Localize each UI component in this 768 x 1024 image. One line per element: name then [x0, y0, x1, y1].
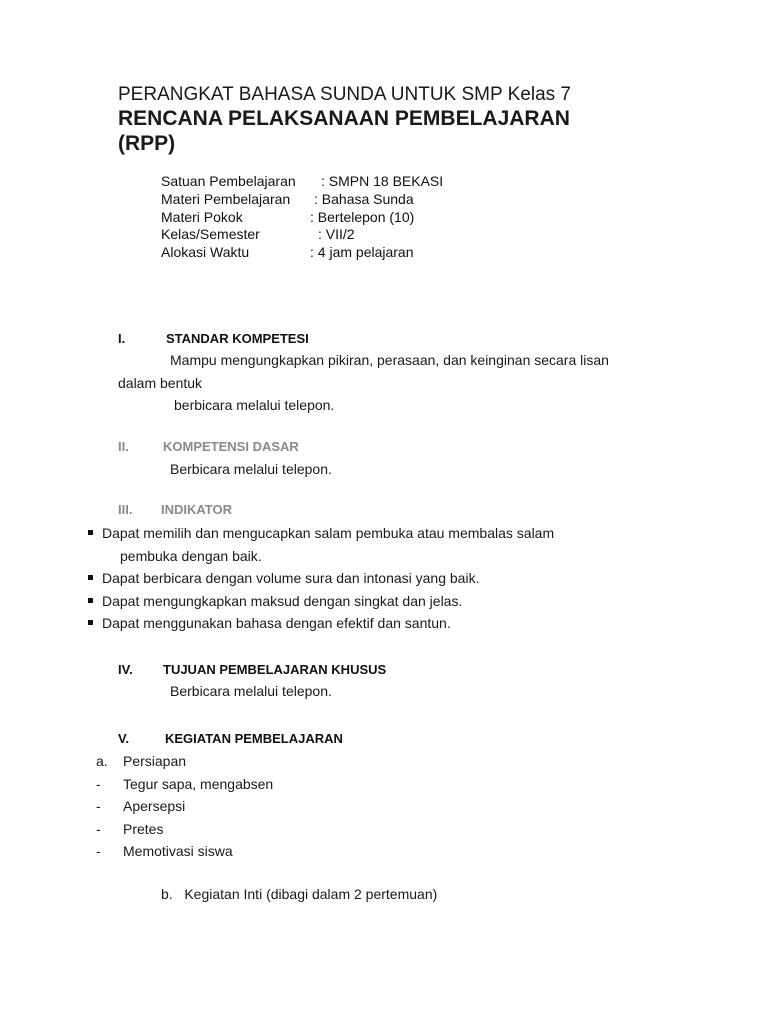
meta-row — [161, 209, 491, 227]
list-marker: - — [96, 843, 101, 859]
document-supertitle: PERANGKAT BAHASA SUNDA UNTUK SMP Kelas 7 — [118, 84, 571, 105]
bullet-icon — [88, 620, 93, 625]
paragraph-line: Berbicara melalui telepon. — [170, 461, 332, 477]
indicator-list — [86, 522, 554, 635]
paragraph-line: berbicara melalui telepon. — [174, 397, 335, 413]
bullet-icon — [88, 598, 93, 603]
list-item — [96, 795, 416, 818]
meta-value: : 4 jam pelajaran — [310, 244, 414, 261]
list-item-text: Dapat memilih dan mengucapkan salam pembuka atau membalas salam — [102, 525, 555, 541]
activity-list — [96, 750, 416, 863]
section-heading-indikator — [118, 502, 418, 520]
meta-row — [161, 173, 491, 191]
list-item — [86, 590, 554, 613]
document-title: RENCANA PELAKSANAAN PEMBELAJARAN — [118, 107, 570, 130]
section-title: KEGIATAN PEMBELAJARAN — [165, 731, 343, 746]
list-item-text: Persiapan — [123, 753, 187, 769]
list-item — [86, 567, 554, 590]
section-number: III. — [118, 502, 133, 517]
list-marker: - — [96, 820, 101, 837]
bullet-icon — [88, 575, 93, 580]
list-marker: - — [96, 798, 101, 814]
list-item — [86, 522, 554, 545]
list-item — [96, 750, 416, 773]
section-heading-standar-kompetensi — [118, 331, 418, 349]
paragraph-line: Berbicara melalui telepon. — [170, 683, 332, 699]
meta-row — [161, 244, 491, 262]
list-item — [96, 840, 416, 863]
list-item-text: Dapat mengungkapkan maksud dengan singkat dan jelas. — [102, 592, 463, 609]
meta-value: : SMPN 18 BEKASI — [321, 173, 444, 189]
list-item — [96, 818, 416, 841]
list-marker: - — [96, 775, 101, 792]
list-item — [86, 612, 554, 635]
section-number: II. — [118, 439, 129, 454]
section-title: KOMPETENSI DASAR — [163, 439, 299, 454]
section-heading-kompetensi-dasar — [118, 439, 418, 457]
meta-label: Kelas/Semester — [161, 226, 260, 243]
meta-row — [161, 226, 491, 244]
bullet-icon — [88, 530, 93, 535]
section-number: I. — [118, 331, 126, 346]
meta-label: Satuan Pembelajaran — [161, 173, 296, 189]
list-item-text: Dapat menggunakan bahasa dengan efektif dan santun. — [102, 615, 451, 631]
meta-value: : Bertelepon (10) — [310, 208, 415, 225]
section-title: INDIKATOR — [161, 502, 233, 517]
section-heading-tujuan — [118, 662, 438, 680]
list-item-continuation: pembuka dengan baik. — [120, 547, 262, 564]
section-title: TUJUAN PEMBELAJARAN KHUSUS — [163, 662, 387, 677]
list-item-text: Apersepsi — [123, 798, 186, 814]
meta-label: Alokasi Waktu — [161, 244, 250, 261]
document-title-abbrev: (RPP) — [118, 132, 176, 155]
meta-value: : VII/2 — [318, 226, 355, 243]
paragraph-line: Mampu mengungkapkan pikiran, perasaan, dan keinginan secara lisan — [170, 352, 609, 368]
list-marker: a. — [96, 753, 108, 769]
identity-table — [161, 173, 491, 262]
meta-value: : Bahasa Sunda — [314, 190, 414, 207]
meta-label: Materi Pembelajaran — [161, 190, 291, 207]
list-item — [96, 773, 416, 796]
sub-heading-kegiatan-inti: b. Kegiatan Inti (dibagi dalam 2 pertemuan) — [161, 886, 438, 902]
section-title: STANDAR KOMPETESI — [166, 331, 309, 346]
section-number: V. — [118, 731, 130, 746]
list-item-text: Dapat berbicara dengan volume sura dan intonasi yang baik. — [102, 570, 480, 586]
meta-row — [161, 191, 491, 209]
list-item-text: Pretes — [123, 820, 164, 837]
list-item-text: Tegur sapa, mengabsen — [123, 775, 274, 792]
meta-label: Materi Pokok — [161, 208, 243, 225]
list-item-text: Memotivasi siswa — [123, 843, 233, 859]
section-number: IV. — [118, 662, 133, 677]
section-heading-kegiatan — [118, 731, 438, 749]
paragraph-line: dalam bentuk — [118, 375, 203, 391]
